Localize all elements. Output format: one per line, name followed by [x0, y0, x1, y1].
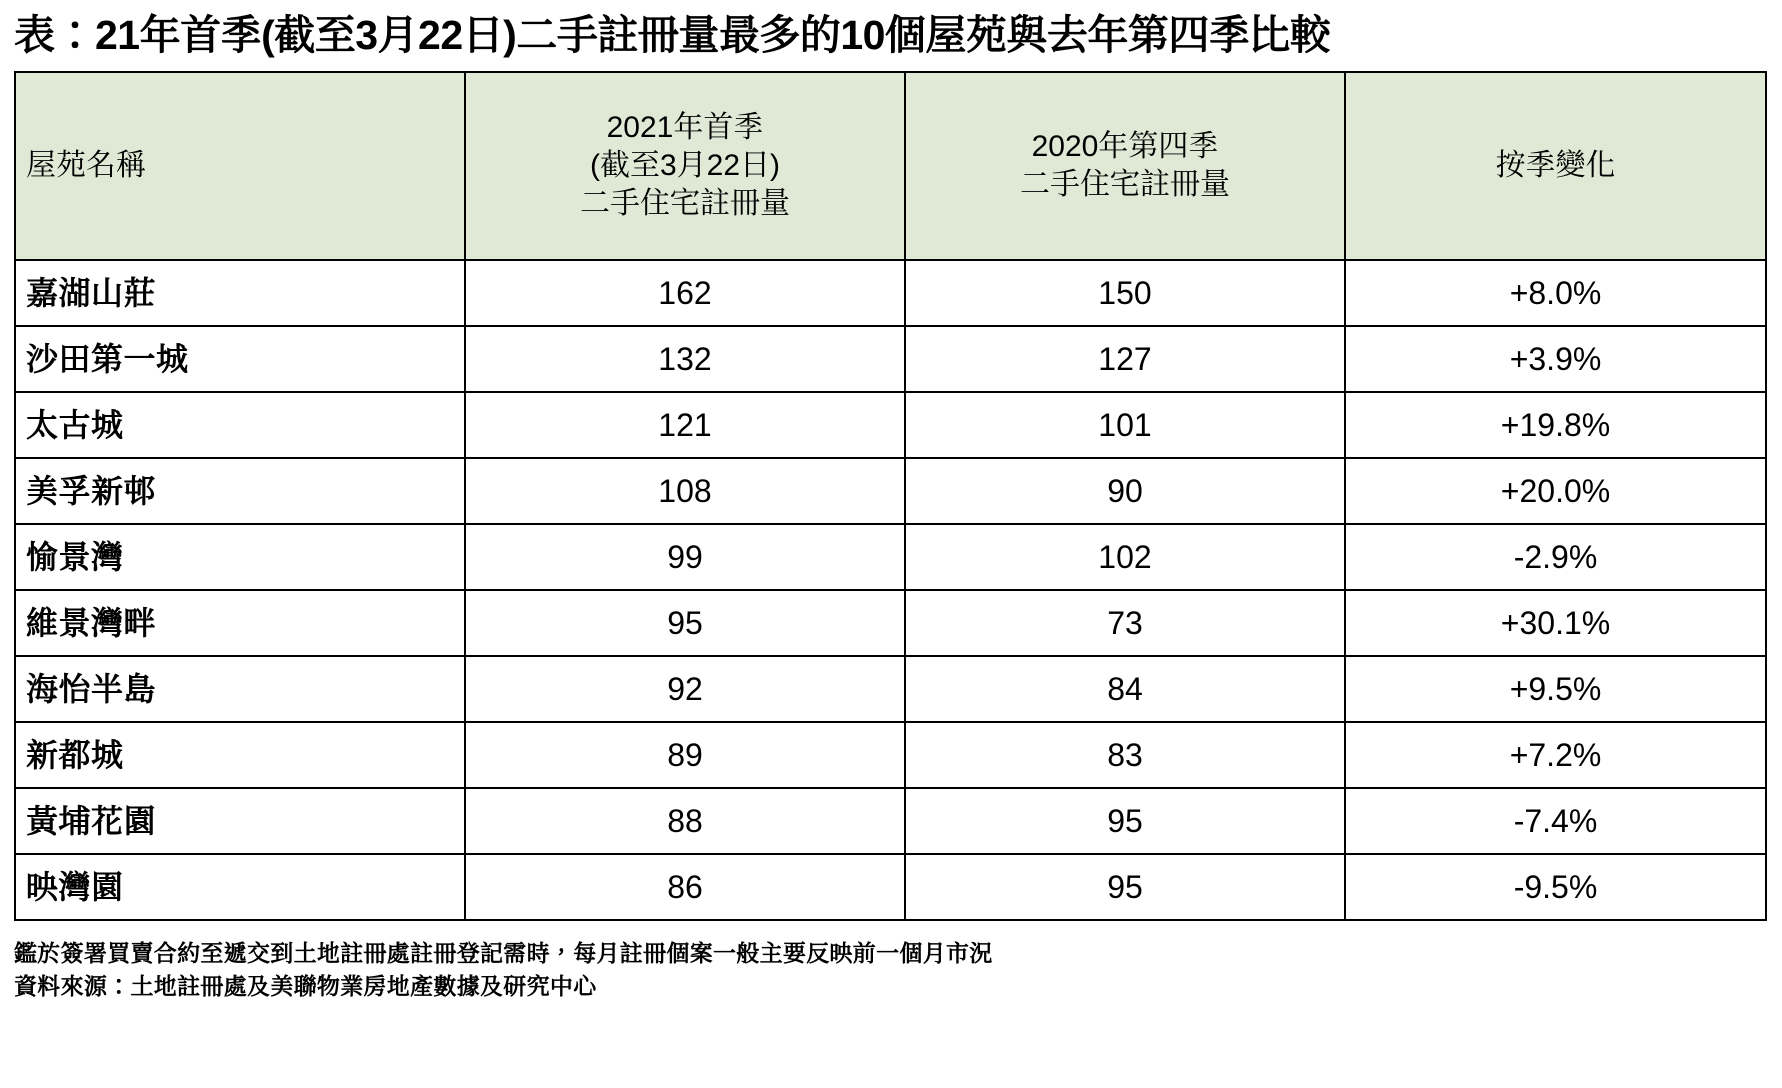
column-header-q1-2021-line1: 2021年首季 — [606, 110, 764, 144]
column-header-q1-2021-line2: (截至3月22日) — [589, 148, 781, 182]
cell-q1-2021: 121 — [465, 392, 905, 458]
registrations-table — [14, 71, 1767, 921]
cell-qoq-change: +19.8% — [1345, 392, 1766, 458]
cell-q1-2021: 89 — [465, 722, 905, 788]
cell-estate-name: 沙田第一城 — [15, 326, 465, 392]
cell-qoq-change: -9.5% — [1345, 854, 1766, 920]
cell-q4-2020: 95 — [905, 788, 1345, 854]
cell-q1-2021: 132 — [465, 326, 905, 392]
table-row — [15, 326, 1766, 392]
cell-estate-name: 美孚新邨 — [15, 458, 465, 524]
cell-qoq-change: +3.9% — [1345, 326, 1766, 392]
page-title: 表：21年首季(截至3月22日)二手註冊量最多的10個屋苑與去年第四季比較 — [14, 12, 1331, 58]
table-row — [15, 788, 1766, 854]
column-header-q4-2020 — [905, 72, 1345, 260]
table-row — [15, 260, 1766, 326]
cell-q1-2021: 88 — [465, 788, 905, 854]
cell-qoq-change: -7.4% — [1345, 788, 1766, 854]
cell-q4-2020: 95 — [905, 854, 1345, 920]
cell-q4-2020: 127 — [905, 326, 1345, 392]
cell-qoq-change: +30.1% — [1345, 590, 1766, 656]
cell-estate-name: 嘉湖山莊 — [15, 260, 465, 326]
column-header-estate-name: 屋苑名稱 — [15, 72, 465, 260]
cell-qoq-change: +9.5% — [1345, 656, 1766, 722]
cell-q4-2020: 150 — [905, 260, 1345, 326]
cell-estate-name: 映灣園 — [15, 854, 465, 920]
footnote-data-source: 資料來源：土地註冊處及美聯物業房地產數據及研究中心 — [14, 973, 597, 1000]
table-row — [15, 656, 1766, 722]
cell-q1-2021: 108 — [465, 458, 905, 524]
table-header — [15, 72, 1766, 260]
column-header-q1-2021-line3: 二手住宅註冊量 — [580, 187, 790, 221]
table-row — [15, 458, 1766, 524]
cell-estate-name: 海怡半島 — [15, 656, 465, 722]
cell-estate-name: 愉景灣 — [15, 524, 465, 590]
table-row — [15, 524, 1766, 590]
column-header-q1-2021 — [465, 72, 905, 260]
cell-qoq-change: +8.0% — [1345, 260, 1766, 326]
cell-q4-2020: 102 — [905, 524, 1345, 590]
column-header-q4-2020-line1: 2020年第四季 — [1031, 129, 1219, 163]
cell-qoq-change: +7.2% — [1345, 722, 1766, 788]
table-row — [15, 590, 1766, 656]
cell-estate-name: 太古城 — [15, 392, 465, 458]
cell-q1-2021: 162 — [465, 260, 905, 326]
cell-q1-2021: 95 — [465, 590, 905, 656]
footnotes — [14, 937, 1768, 1004]
table-row — [15, 722, 1766, 788]
cell-q4-2020: 101 — [905, 392, 1345, 458]
cell-q1-2021: 99 — [465, 524, 905, 590]
cell-estate-name: 新都城 — [15, 722, 465, 788]
cell-q4-2020: 83 — [905, 722, 1345, 788]
cell-q1-2021: 86 — [465, 854, 905, 920]
table-row — [15, 392, 1766, 458]
cell-q4-2020: 90 — [905, 458, 1345, 524]
table-header-row — [15, 72, 1766, 260]
table-row — [15, 854, 1766, 920]
footnote-registration-lag: 鑑於簽署買賣合約至遞交到土地註冊處註冊登記需時，每月註冊個案一般主要反映前一個月市況 — [14, 940, 993, 967]
cell-estate-name: 黃埔花園 — [15, 788, 465, 854]
cell-q4-2020: 84 — [905, 656, 1345, 722]
column-header-q4-2020-line2: 二手住宅註冊量 — [1020, 168, 1230, 202]
cell-q1-2021: 92 — [465, 656, 905, 722]
cell-estate-name: 維景灣畔 — [15, 590, 465, 656]
table-body — [15, 260, 1766, 920]
cell-qoq-change: +20.0% — [1345, 458, 1766, 524]
column-header-qoq-change: 按季變化 — [1345, 72, 1766, 260]
cell-qoq-change: -2.9% — [1345, 524, 1766, 590]
cell-q4-2020: 73 — [905, 590, 1345, 656]
